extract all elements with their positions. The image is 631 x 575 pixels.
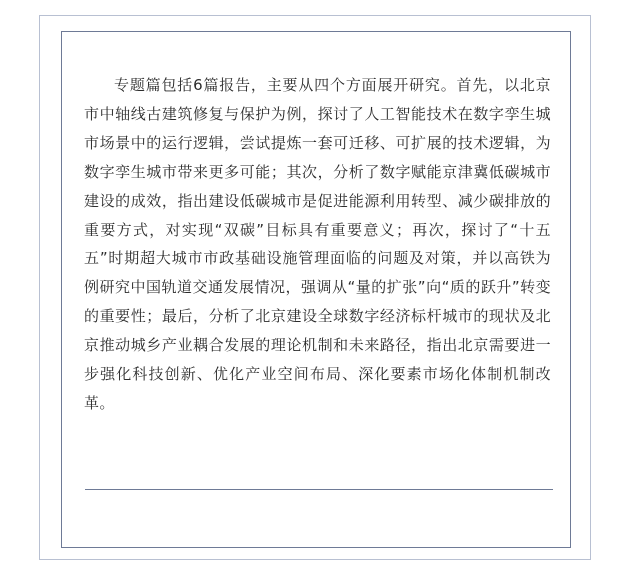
outer-frame	[39, 15, 591, 560]
body-paragraph: 专题篇包括6篇报告，主要从四个方面展开研究。首先，以北京市中轴线古建筑修复与保护为例，探讨了人工智能技术在数字孪生城市场景中的运行逻辑，尝试提炼一套可迁移、可扩展的技术逻辑，为数字孪生城市带来更多可能；其次，分析了数字赋能京津冀低碳城市建设的成效，指出建设低碳城市是促进能源利用转型、减少碳排放的重要方式，对实现“双碳”目标具有重要意义；再次，探讨了“十五五”时期超大城市市政基础设施管理面临的问题及对策，并以高铁为例研究中国轨道交通发展情况，强调从“量的扩张”向“质的跃升”转变的重要性；最后，分析了北京建设全球数字经济标杆城市的现状及北京推动城乡产业耦合发展的理论机制和未来路径，指出北京需要进一步强化科技创新、优化产业空间布局、深化要素市场化体制机制改革。	[84, 76, 551, 412]
divider-line	[85, 489, 553, 490]
inner-frame	[61, 31, 571, 548]
